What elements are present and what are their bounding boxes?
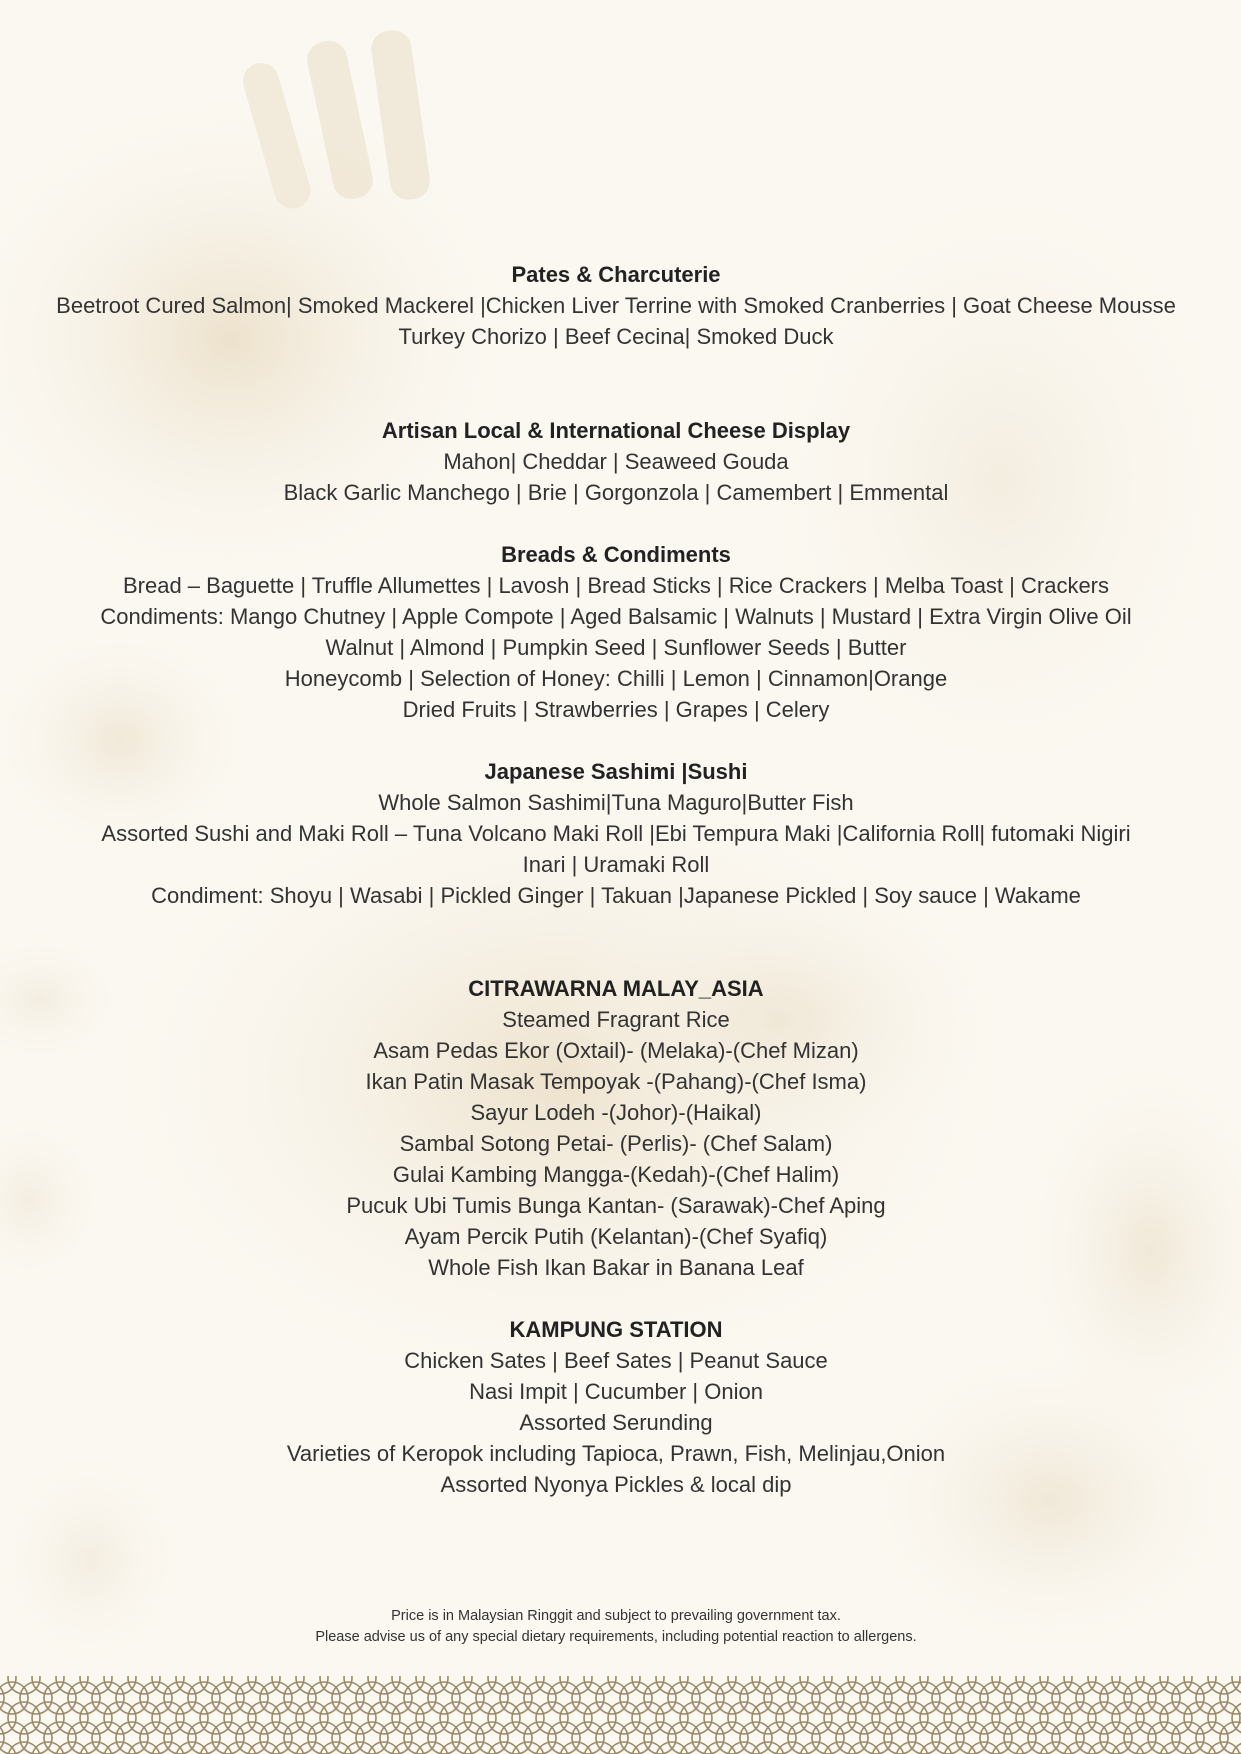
- section-title: Pates & Charcuterie: [511, 262, 721, 287]
- section-pates-charcuterie: [0, 259, 1232, 352]
- section-title: CITRAWARNA MALAY_ASIA: [468, 976, 764, 1001]
- menu-item: Chicken Sates | Beef Sates | Peanut Sauce: [404, 1348, 828, 1373]
- menu-item: Black Garlic Manchego | Brie | Gorgonzola | Camembert | Emmental: [283, 480, 949, 505]
- section-title: Breads & Condiments: [501, 542, 731, 567]
- menu-item: Varieties of Keropok including Tapioca, Prawn, Fish, Melinjau,Onion: [286, 1441, 946, 1466]
- allergen-note: Please advise us of any special dietary requirements, including potential reaction to allergens.: [315, 1629, 917, 1645]
- menu-item: Condiments: Mango Chutney | Apple Compote | Aged Balsamic | Walnuts | Mustard | Extra Virgin Olive Oil: [100, 604, 1132, 629]
- menu-item: Nasi Impit | Cucumber | Onion: [469, 1379, 763, 1404]
- decorative-pattern-border: [0, 1676, 1241, 1754]
- menu-item: Sambal Sotong Petai- (Perlis)- (Chef Salam): [399, 1131, 833, 1156]
- menu-item: Sayur Lodeh -(Johor)-(Haikal): [470, 1100, 762, 1125]
- menu-item: Inari | Uramaki Roll: [522, 852, 710, 877]
- menu-item: Whole Salmon Sashimi|Tuna Maguro|Butter Fish: [378, 790, 854, 815]
- menu-item: Turkey Chorizo | Beef Cecina| Smoked Duck: [398, 324, 834, 349]
- menu-item: Whole Fish Ikan Bakar in Banana Leaf: [428, 1255, 804, 1280]
- section-title: Artisan Local & International Cheese Display: [381, 418, 851, 443]
- menu-item: Ikan Patin Masak Tempoyak -(Pahang)-(Chef Isma): [365, 1069, 867, 1094]
- section-cheese-display: [0, 415, 1232, 508]
- menu-item: Steamed Fragrant Rice: [502, 1007, 730, 1032]
- section-breads-condiments: [0, 539, 1232, 725]
- menu-item: Pucuk Ubi Tumis Bunga Kantan- (Sarawak)-Chef Aping: [346, 1193, 886, 1218]
- section-kampung-station: [0, 1314, 1232, 1500]
- menu-content: [0, 259, 1232, 1500]
- menu-item: Beetroot Cured Salmon| Smoked Mackerel |Chicken Liver Terrine with Smoked Cranberries | Goat Cheese Mousse: [56, 293, 1176, 318]
- menu-item: Condiment: Shoyu | Wasabi | Pickled Ginger | Takuan |Japanese Pickled | Soy sauce | Wakame: [151, 883, 1081, 908]
- menu-item: Honeycomb | Selection of Honey: Chilli | Lemon | Cinnamon|Orange: [284, 666, 948, 691]
- section-japanese-sashimi-sushi: [0, 756, 1232, 911]
- menu-item: Assorted Sushi and Maki Roll – Tuna Volcano Maki Roll |Ebi Tempura Maki |California Roll| futomaki Nigiri: [101, 821, 1131, 846]
- section-title: KAMPUNG STATION: [509, 1317, 723, 1342]
- menu-item: Ayam Percik Putih (Kelantan)-(Chef Syafiq): [404, 1224, 828, 1249]
- menu-item: Dried Fruits | Strawberries | Grapes | Celery: [402, 697, 830, 722]
- menu-item: Walnut | Almond | Pumpkin Seed | Sunflower Seeds | Butter: [325, 635, 907, 660]
- price-note: Price is in Malaysian Ringgit and subject to prevailing government tax.: [391, 1608, 841, 1624]
- section-citrawarna-malay-asia: [0, 973, 1232, 1283]
- menu-item: Asam Pedas Ekor (Oxtail)- (Melaka)-(Chef Mizan): [373, 1038, 859, 1063]
- menu-item: Assorted Serunding: [519, 1410, 713, 1435]
- footer-note: [0, 1606, 1232, 1648]
- menu-item: Bread – Baguette | Truffle Allumettes | Lavosh | Bread Sticks | Rice Crackers | Melba Toast | Crackers: [122, 573, 1109, 598]
- menu-item: Assorted Nyonya Pickles & local dip: [440, 1472, 792, 1497]
- section-title: Japanese Sashimi |Sushi: [484, 759, 748, 784]
- menu-item: Mahon| Cheddar | Seaweed Gouda: [443, 449, 789, 474]
- menu-item: Gulai Kambing Mangga-(Kedah)-(Chef Halim): [392, 1162, 840, 1187]
